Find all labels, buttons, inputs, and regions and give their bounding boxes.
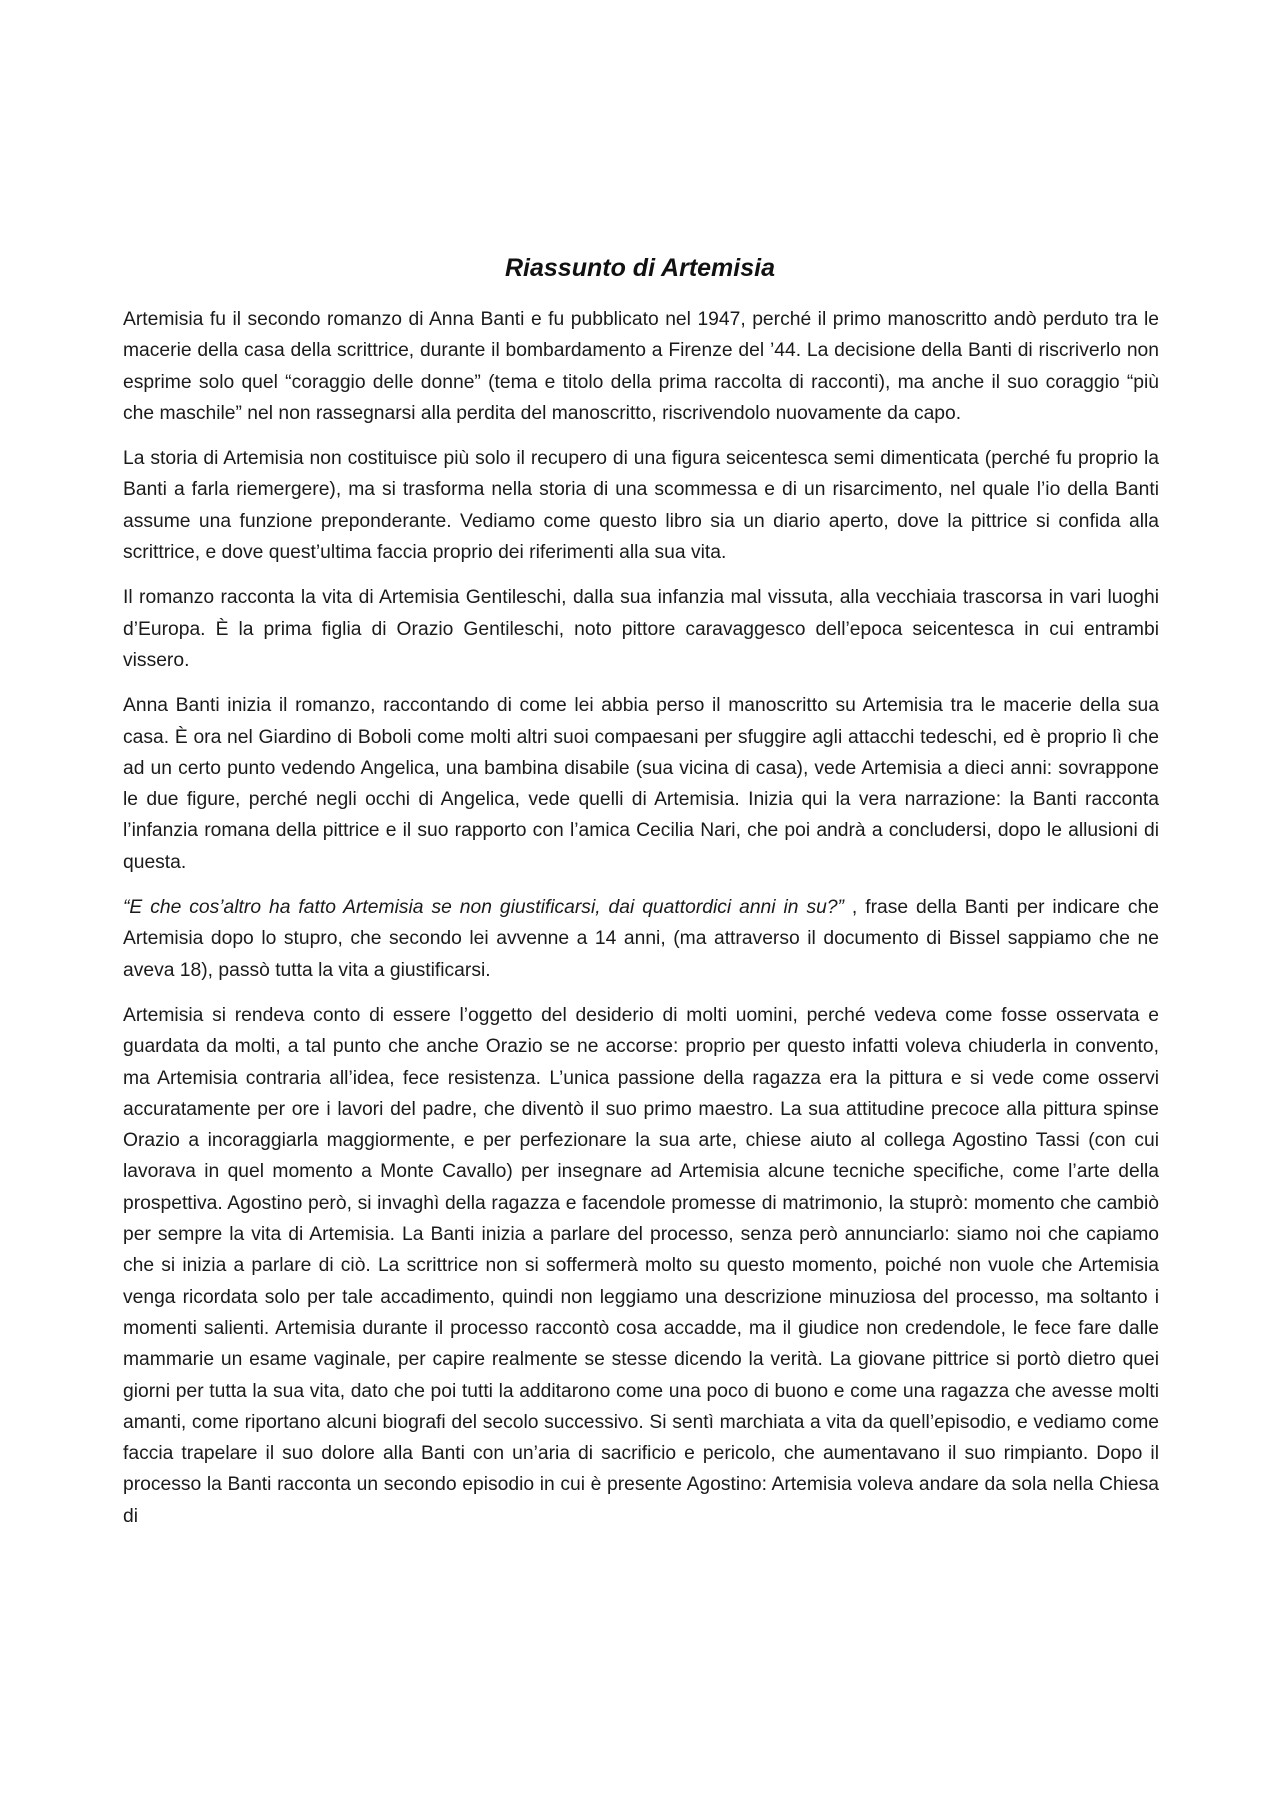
document-title: Riassunto di Artemisia — [505, 254, 775, 282]
paragraph-1: Artemisia fu il secondo romanzo di Anna Banti e fu pubblicato nel 1947, perché il primo manoscritto andò perduto tra le macerie della casa della scrittrice, durante il bombardamento a Firenze del ’44. La decisione della Banti di riscriverlo non esprime solo quel “coraggio delle donne” (tema e titolo della prima raccolta di racconti), ma anche il suo coraggio “più che maschile” nel non rassegnarsi alla perdita del manoscritto, riscrivendolo nuovamente da capo. — [123, 309, 1159, 424]
paragraph-3: Il romanzo racconta la vita di Artemisia Gentileschi, dalla sua infanzia mal vissuta, alla vecchiaia trascorsa in vari luoghi d’Europa. È la prima figlia di Orazio Gentileschi, noto pittore caravaggesco dell’epoca seicentesca in cui entrambi vissero. — [123, 587, 1159, 671]
paragraph-6: Artemisia si rendeva conto di essere l’oggetto del desiderio di molti uomini, perché vedeva come fosse osservata e guardata da molti, a tal punto che anche Orazio se ne accorse: proprio per questo infatti voleva chiuderla in convento, ma Artemisia contraria all’idea, fece resistenza. L’unica passione della ragazza era la pittura e si vede come osservi accuratamente per ore i lavori del padre, che diventò il suo primo maestro. La sua attitudine precoce alla pittura spinse Orazio a incoraggiarla maggiormente, e per perfezionare la sua arte, chiese aiuto al collega Agostino Tassi (con cui lavorava in quel momento a Monte Cavallo) per insegnare ad Artemisia alcune tecniche specifiche, come l’arte della prospettiva. Agostino però, si invaghì della ragazza e facendole promesse di matrimonio, la stuprò: momento che cambiò per sempre la vita di Artemisia. La Banti inizia a parlare del processo, senza però annunciarlo: siamo noi che capiamo che si inizia a parlare di ciò. La scrittrice non si soffermerà molto su questo momento, poiché non vuole che Artemisia venga ricordata solo per tale accadimento, quindi non leggiamo una descrizione minuziosa del processo, ma soltanto i momenti salienti. Artemisia durante il processo raccontò cosa accadde, ma il giudice non credendole, le fece fare dalle mammarie un esame vaginale, per capire realmente se stesse dicendo la verità. La giovane pittrice si portò dietro quei giorni per tutta la sua vita, dato che poi tutti la additarono come una poco di buono e come una ragazza che avesse molti amanti, come riportano alcuni biografi del secolo successivo. Si sentì marchiata a vita da quell’episodio, e vediamo come faccia trapelare il suo dolore alla Banti con un’aria di sacrificio e pericolo, che aumentavano il suo rimpianto. Dopo il processo la Banti racconta un secondo episodio in cui è presente Agostino: Artemisia voleva andare da sola nella Chiesa di — [123, 1004, 1159, 1527]
quote-paragraph — [123, 892, 1159, 986]
paragraph-4: Anna Banti inizia il romanzo, raccontando di come lei abbia perso il manoscritto su Artemisia tra le macerie della sua casa. È ora nel Giardino di Boboli come molti altri suoi compaesani per sfuggire agli attacchi tedeschi, ed è proprio lì che ad un certo punto vedendo Angelica, una bambina disabile (sua vicina di casa), vede Artemisia a dieci anni: sovrappone le due figure, perché negli occhi di Angelica, vede quelli di Artemisia. Inizia qui la vera narrazione: la Banti racconta l’infanzia romana della pittrice e il suo rapporto con l’amica Cecilia Nari, che poi andrà a concludersi, dopo le allusioni di questa. — [123, 695, 1159, 873]
quote-commentary: , frase della Banti per indicare che Artemisia dopo lo stupro, che secondo lei avvenne a 14 anni, (ma attraverso il documento di Bissel sappiamo che ne aveva 18), passò tutta la vita a giustificarsi. — [123, 897, 1159, 981]
document-body — [123, 304, 1159, 1532]
paragraph-2: La storia di Artemisia non costituisce più solo il recupero di una figura seicentesca semi dimenticata (perché fu proprio la Banti a farla riemergere), ma si trasforma nella storia di una scommessa e di un risarcimento, nel quale l’io della Banti assume una funzione preponderante. Vediamo come questo libro sia un diario aperto, dove la pittrice si confida alla scrittrice, e dove quest’ultima faccia proprio dei riferimenti alla sua vita. — [123, 448, 1159, 564]
quote-text: “E che cos’altro ha fatto Artemisia se non giustificarsi, dai quattordici anni in su?” — [123, 897, 844, 919]
